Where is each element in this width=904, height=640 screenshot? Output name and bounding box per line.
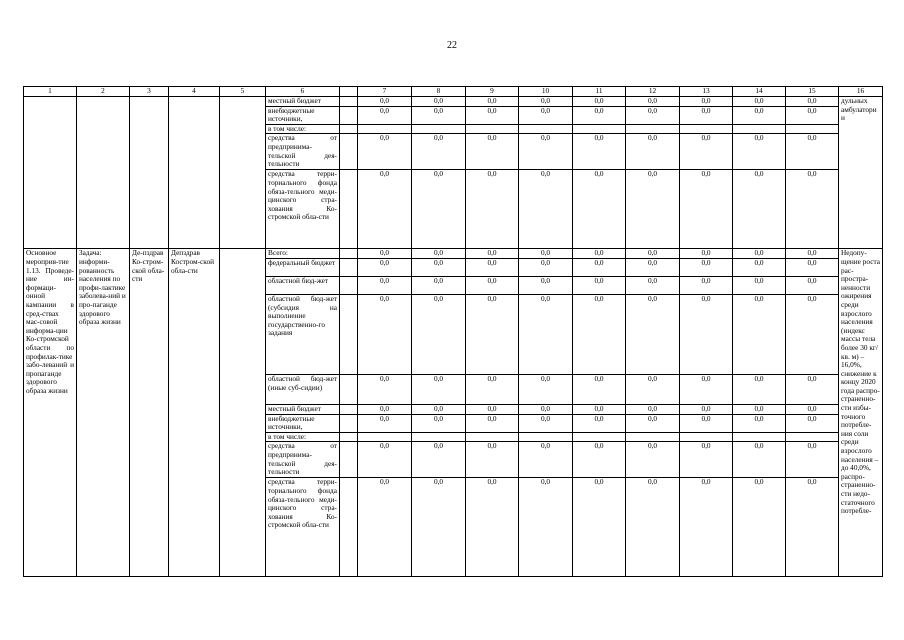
value-cell: 0,0 [412,276,466,294]
value-cell: 0,0 [358,106,412,124]
coexecutor-cell: Депздрав Костром-ской обла-сти [169,249,220,577]
value-cell: 0,0 [466,134,519,170]
value-cell: 0,0 [733,170,786,249]
value-cell: 0,0 [466,374,519,404]
value-cell: 0,0 [573,374,626,404]
value-cell [358,432,412,442]
blank-cell [340,276,358,294]
value-cell: 0,0 [412,442,466,478]
value-cell: 0,0 [412,478,466,577]
value-cell: 0,0 [573,294,626,374]
value-cell: 0,0 [358,258,412,276]
value-cell [412,124,466,134]
value-cell [626,432,680,442]
value-cell: 0,0 [573,414,626,432]
value-cell: 0,0 [573,97,626,107]
blank-cell [77,97,130,249]
task-cell: Задача: информи-рованность населения по профи-лактике заболева-ний и про-паганде здорового образа жизни [77,249,130,577]
value-cell: 0,0 [680,294,733,374]
value-cell: 0,0 [680,374,733,404]
value-cell: 0,0 [519,374,573,404]
column-header: 8 [412,87,466,97]
value-cell: 0,0 [573,276,626,294]
value-cell [786,432,839,442]
value-cell: 0,0 [358,442,412,478]
funding-source-cell: внебюджетные источники, [266,414,340,432]
funding-source-cell: в том числе: [266,432,340,442]
value-cell: 0,0 [519,442,573,478]
value-cell: 0,0 [733,478,786,577]
value-cell: 0,0 [519,276,573,294]
value-cell: 0,0 [573,134,626,170]
value-cell [358,124,412,134]
blank-cell [340,478,358,577]
value-cell: 0,0 [626,414,680,432]
column-header: 14 [733,87,786,97]
blank-cell [220,249,266,577]
value-cell: 0,0 [466,276,519,294]
value-cell: 0,0 [358,414,412,432]
value-cell: 0,0 [358,478,412,577]
value-cell: 0,0 [733,258,786,276]
value-cell: 0,0 [466,97,519,107]
blank-cell [340,249,358,259]
value-cell: 0,0 [786,442,839,478]
blank-cell [130,97,169,249]
value-cell: 0,0 [466,478,519,577]
column-header: 11 [573,87,626,97]
value-cell: 0,0 [573,478,626,577]
value-cell [680,432,733,442]
funding-source-cell: средства от предпринима-тельской дея-тельности [266,134,340,170]
blank-cell [169,97,220,249]
value-cell [466,124,519,134]
funding-source-cell: местный бюджет [266,404,340,414]
value-cell: 0,0 [680,258,733,276]
value-cell: 0,0 [626,374,680,404]
blank-cell [340,124,358,134]
value-cell: 0,0 [466,404,519,414]
value-cell [466,432,519,442]
value-cell: 0,0 [573,106,626,124]
value-cell: 0,0 [626,478,680,577]
value-cell: 0,0 [680,249,733,259]
value-cell: 0,0 [786,374,839,404]
column-header: 5 [220,87,266,97]
value-cell: 0,0 [412,404,466,414]
blank-cell [340,97,358,107]
value-cell: 0,0 [733,404,786,414]
value-cell: 0,0 [680,276,733,294]
value-cell: 0,0 [786,97,839,107]
value-cell: 0,0 [519,258,573,276]
funding-source-cell: областной бюд-жет [266,276,340,294]
value-cell: 0,0 [626,249,680,259]
value-cell: 0,0 [466,442,519,478]
funding-source-cell: средства от предпринима-тельской дея-тельности [266,442,340,478]
value-cell: 0,0 [466,414,519,432]
value-cell: 0,0 [786,134,839,170]
value-cell: 0,0 [626,170,680,249]
value-cell: 0,0 [412,249,466,259]
blank-cell [220,97,266,249]
value-cell: 0,0 [412,294,466,374]
continued-note-cell: дульных амбулатории [839,97,883,249]
page-number: 22 [447,40,457,51]
value-cell: 0,0 [519,478,573,577]
value-cell: 0,0 [626,134,680,170]
value-cell: 0,0 [519,249,573,259]
value-cell [519,432,573,442]
funding-source-cell: в том числе: [266,124,340,134]
value-cell: 0,0 [733,106,786,124]
value-cell: 0,0 [358,134,412,170]
value-cell: 0,0 [573,258,626,276]
value-cell: 0,0 [626,258,680,276]
value-cell: 0,0 [358,294,412,374]
value-cell [680,124,733,134]
funding-source-cell: федеральный бюджет [266,258,340,276]
value-cell: 0,0 [786,294,839,374]
column-header: 1 [24,87,77,97]
blank-cell [340,134,358,170]
value-cell: 0,0 [626,294,680,374]
funding-source-cell: средства терри-ториального фонда обяза-тельного меди-цинского стра-хования Ко-стромской обла-сти [266,170,340,249]
value-cell: 0,0 [573,442,626,478]
funding-source-cell: областной бюд-жет (субсидия на выполнение государственно-го задания [266,294,340,374]
value-cell: 0,0 [412,258,466,276]
blank-cell [340,404,358,414]
value-cell [786,124,839,134]
value-cell: 0,0 [733,442,786,478]
column-header: 10 [519,87,573,97]
value-cell: 0,0 [466,170,519,249]
table-row [24,249,883,259]
value-cell: 0,0 [519,404,573,414]
column-header: 12 [626,87,680,97]
value-cell: 0,0 [626,106,680,124]
funding-source-cell: Всего: [266,249,340,259]
value-cell: 0,0 [626,276,680,294]
value-cell: 0,0 [786,414,839,432]
value-cell: 0,0 [519,97,573,107]
value-cell: 0,0 [412,170,466,249]
value-cell: 0,0 [466,294,519,374]
column-header: 9 [466,87,519,97]
value-cell: 0,0 [680,97,733,107]
value-cell: 0,0 [680,106,733,124]
blank-cell [340,414,358,432]
value-cell: 0,0 [412,414,466,432]
value-cell: 0,0 [786,106,839,124]
value-cell: 0,0 [412,106,466,124]
column-header: 15 [786,87,839,97]
blank-cell [340,294,358,374]
value-cell [573,432,626,442]
funding-source-cell: внебюджетные источники, [266,106,340,124]
value-cell [412,432,466,442]
result-cell: Недопу-щение роста рас-простра-ненности ожирения среди взрослого населения (индекс массы тела более 30 кг/кв. м) – 16,0%, снижение к концу 2020 года распро-страненно-сти избы-точного потребле-ния соли среди взрослого населения – до 40,0%, распро-страненно-сти недо-статочного потребле- [839,249,883,577]
value-cell: 0,0 [680,414,733,432]
value-cell: 0,0 [733,374,786,404]
value-cell: 0,0 [626,97,680,107]
column-header [340,87,358,97]
value-cell: 0,0 [786,276,839,294]
measure-cell: Основное мероприя-тие 1.13. Проведе-ние ин-формаци-онной кампании в сред-ствах мас-совой информа-ции Ко-стромской области по профилак-тике забо-леваний и пропаганде здорового образа жизни [24,249,77,577]
value-cell: 0,0 [573,170,626,249]
blank-cell [24,97,77,249]
value-cell: 0,0 [358,276,412,294]
funding-source-cell: местный бюджет [266,97,340,107]
blank-cell [340,442,358,478]
value-cell: 0,0 [786,478,839,577]
value-cell: 0,0 [733,276,786,294]
value-cell [573,124,626,134]
column-header: 4 [169,87,220,97]
executor-cell: Де-пздрав Ко-стром-ской обла-сти [130,249,169,577]
value-cell: 0,0 [466,249,519,259]
value-cell: 0,0 [626,442,680,478]
value-cell: 0,0 [573,404,626,414]
value-cell: 0,0 [680,442,733,478]
value-cell: 0,0 [573,249,626,259]
value-cell: 0,0 [412,134,466,170]
value-cell: 0,0 [466,258,519,276]
blank-cell [340,374,358,404]
value-cell: 0,0 [733,97,786,107]
value-cell: 0,0 [358,374,412,404]
column-header: 2 [77,87,130,97]
value-cell: 0,0 [680,170,733,249]
value-cell: 0,0 [358,170,412,249]
value-cell: 0,0 [358,404,412,414]
blank-cell [340,258,358,276]
value-cell: 0,0 [519,106,573,124]
value-cell [733,124,786,134]
table-row [24,97,883,107]
value-cell: 0,0 [733,294,786,374]
value-cell: 0,0 [358,97,412,107]
funding-source-cell: средства терри-ториального фонда обяза-тельного меди-цинского стра-хования Ко-стромской обла-сти [266,478,340,577]
blank-cell [340,432,358,442]
value-cell: 0,0 [519,170,573,249]
column-header: 6 [266,87,340,97]
value-cell: 0,0 [733,249,786,259]
column-header: 13 [680,87,733,97]
value-cell: 0,0 [466,106,519,124]
value-cell: 0,0 [680,478,733,577]
column-header: 7 [358,87,412,97]
blank-cell [340,106,358,124]
value-cell: 0,0 [519,414,573,432]
budget-table [23,86,883,577]
value-cell: 0,0 [786,249,839,259]
value-cell: 0,0 [680,404,733,414]
value-cell: 0,0 [519,294,573,374]
value-cell [519,124,573,134]
value-cell: 0,0 [412,97,466,107]
value-cell: 0,0 [733,414,786,432]
column-header: 16 [839,87,883,97]
value-cell: 0,0 [358,249,412,259]
value-cell: 0,0 [680,134,733,170]
value-cell: 0,0 [786,258,839,276]
value-cell: 0,0 [412,374,466,404]
value-cell: 0,0 [733,134,786,170]
funding-source-cell: областной бюд-жет (иные суб-сидии) [266,374,340,404]
value-cell [733,432,786,442]
value-cell: 0,0 [519,134,573,170]
column-header: 3 [130,87,169,97]
value-cell: 0,0 [786,170,839,249]
blank-cell [340,170,358,249]
value-cell: 0,0 [626,404,680,414]
value-cell [626,124,680,134]
value-cell: 0,0 [786,404,839,414]
